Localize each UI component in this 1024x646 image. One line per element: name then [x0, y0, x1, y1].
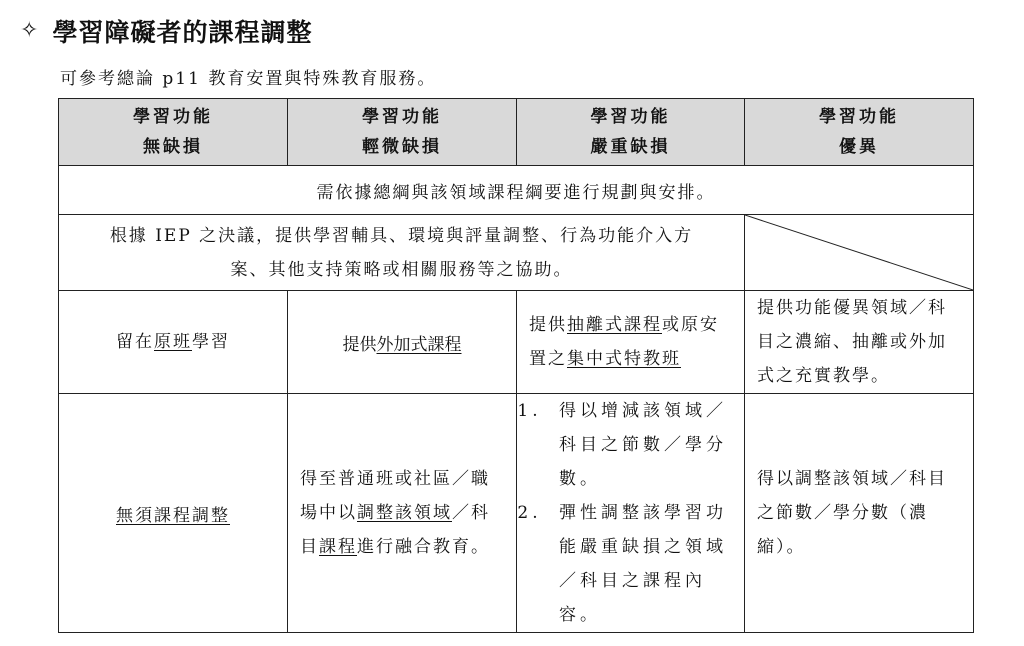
- list-item: 2. 彈性調整該學習功能嚴重缺損之領域／科目之課程內容。: [551, 496, 734, 632]
- header-cell-severe-deficit: [517, 99, 745, 166]
- underlined-text: 課程: [319, 537, 357, 557]
- text-segment: 學習: [192, 332, 230, 352]
- iep-line1: 根據 IEP 之決議，提供學習輔具、環境與評量調整、行為功能介入方: [109, 225, 694, 246]
- curriculum-adjustment-table: [58, 98, 974, 633]
- text-segment: 留在: [116, 332, 154, 352]
- adjustment-cell-severe: [517, 394, 745, 633]
- text-segment: 得至普通班或社區／職場中以: [300, 469, 490, 523]
- underlined-text: 外加式課程: [376, 334, 462, 355]
- underlined-text: 抽離式課程: [567, 315, 662, 335]
- header-line2: 輕微缺損: [362, 137, 442, 157]
- header-line1: 學習功能: [133, 107, 213, 127]
- adjustment-list: [517, 394, 744, 632]
- adjustment-cell-none: [59, 394, 288, 633]
- header-cell-gifted: [745, 99, 974, 166]
- diagonal-line: [745, 215, 973, 290]
- header-cell-no-deficit: [59, 99, 288, 166]
- placement-cell-gifted: [745, 291, 974, 394]
- iep-line2: 案、其他支持策略或相關服務等之協助。: [230, 259, 573, 280]
- page-title: 學習障礙者的課程調整: [52, 18, 313, 47]
- adjustment-cell-inclusion: [288, 394, 517, 633]
- header-line2: 優異: [839, 137, 879, 157]
- placement-row: [59, 291, 974, 394]
- gifted-adjustment-text: 得以調整該領域／科目之節數／學分數（濃縮）。: [757, 469, 947, 557]
- header-line1: 學習功能: [819, 107, 899, 127]
- header-line1: 學習功能: [590, 107, 671, 127]
- list-item: 1. 得以增減該領域／科目之節數／學分數。: [551, 394, 734, 496]
- underlined-text: 原班: [154, 332, 192, 352]
- iep-cell: [59, 215, 745, 291]
- underlined-text: 調整該領域: [357, 503, 452, 523]
- placement-cell-pullout: [517, 291, 745, 394]
- text-segment: 或原安置之: [529, 315, 719, 369]
- text-segment: ／科目: [300, 503, 490, 557]
- text-segment: 提供: [529, 315, 567, 335]
- text-segment: 進行融合教育。: [357, 537, 490, 557]
- adjustment-row: [59, 394, 974, 633]
- adjustment-cell-gifted: [745, 394, 974, 633]
- placement-cell-regular-class: [59, 291, 288, 394]
- placement-cell-supplementary: [288, 291, 517, 394]
- planning-row: [59, 166, 974, 215]
- diamond-star-icon: ✧: [20, 18, 39, 43]
- gifted-placement-text: 提供功能優異領域／科目之濃縮、抽離或外加式之充實教學。: [757, 298, 947, 386]
- header-line2: 無缺損: [143, 137, 203, 157]
- planning-cell: 需依據總綱與該領域課程綱要進行規劃與安排。: [59, 166, 974, 215]
- subtitle: 可參考總論 p11 教育安置與特殊教育服務。: [60, 69, 437, 89]
- header-line1: 學習功能: [362, 107, 442, 127]
- text-segment: 提供: [342, 334, 377, 355]
- underlined-text: 集中式特教班: [567, 349, 681, 369]
- empty-diagonal-cell: [745, 215, 974, 291]
- title-row: [20, 12, 312, 50]
- header-row: [59, 99, 974, 166]
- iep-row: [59, 215, 974, 291]
- underlined-text: 無須課程調整: [116, 505, 230, 526]
- header-cell-mild-deficit: [288, 99, 517, 166]
- header-line2: 嚴重缺損: [590, 137, 671, 157]
